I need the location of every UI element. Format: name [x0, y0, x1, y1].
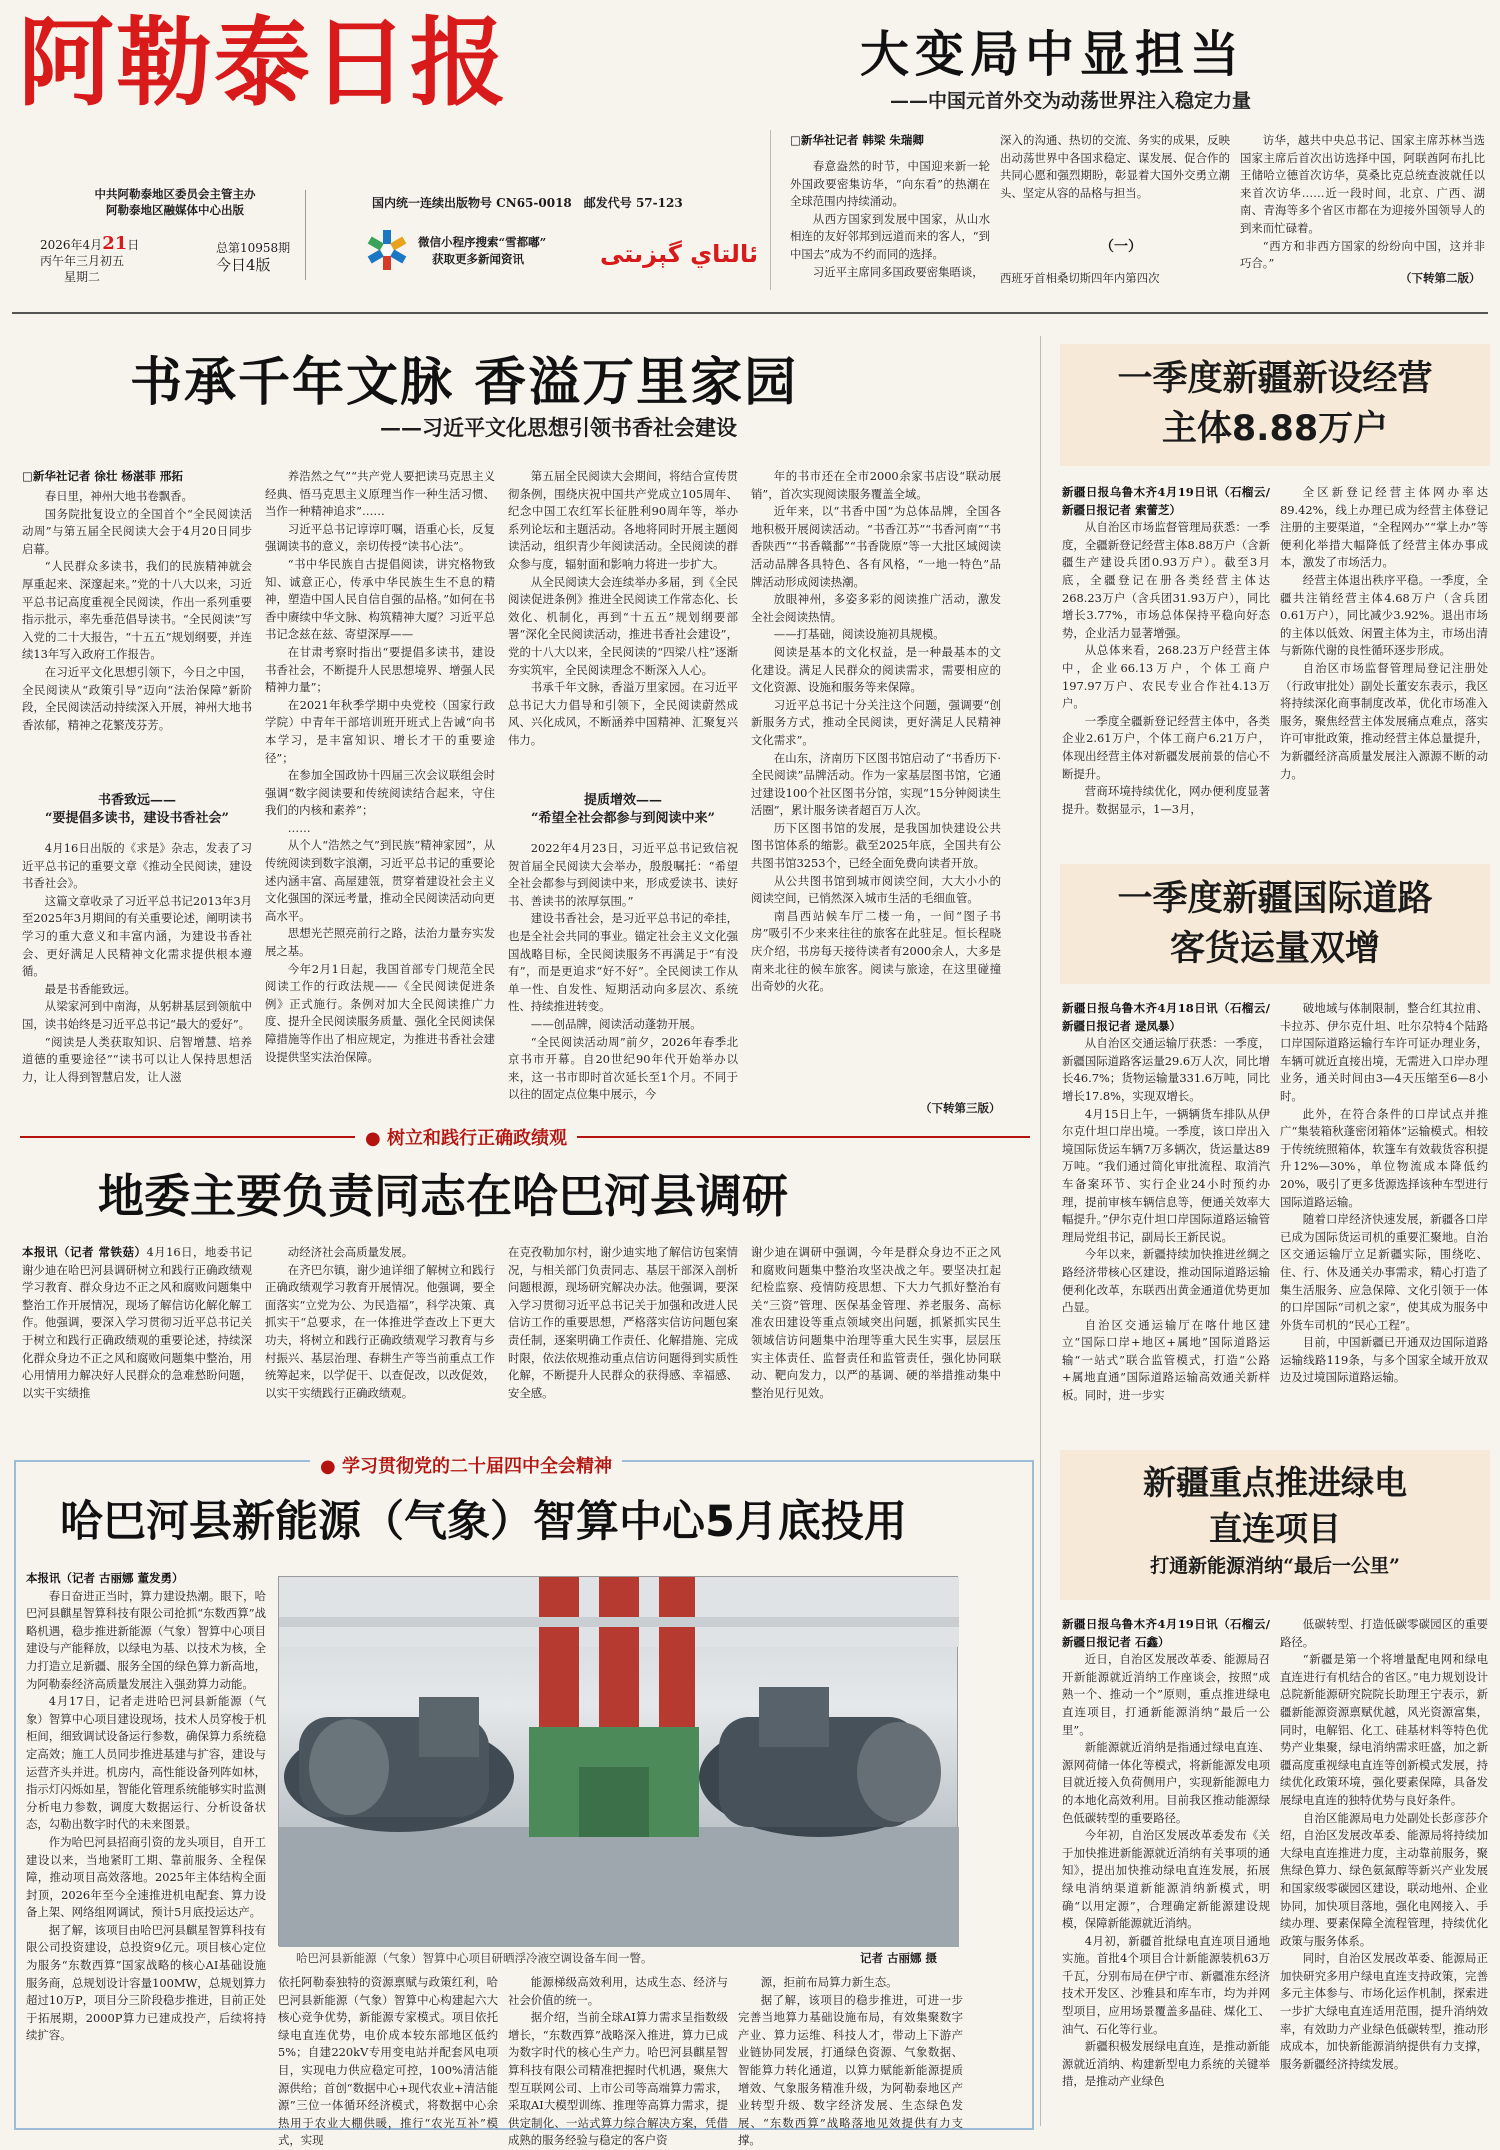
reading-col-4: 年的书市还在全市2000余家书店设“联动展销”，首次实现阅读服务覆盖全域。 近年来，以“书香中国”为总体品牌，全国各地积极开展阅读活动。“书香江苏”“书香河南”“书香陕西”“书香赣鄱”“书香陇原”等一大批区域阅读活动品牌各具特色、各有风格，“一地一特色”品牌活动形成阅读热潮。 放眼神州，多姿多彩的阅读推广活动，激发全社会阅读热情。 ——打基础，阅读设施初具规模。 阅读是基本的文化权益，是一种最基本的文化建设。满足人民群众的阅读需求，需要相应的文化资源、设施和服务等来保障。 习近平总书记十分关注这个问题，强调要“创新服务方式，推动全民阅读，更好满足人民精神文化需求”。 在山东，济南历下区图书馆启动了“书香历下·全民阅读”品牌活动。作为一家基层图书馆，它通过建设100个社区图书分馆，实现“15分钟阅读生活圈”，累计服务读者超百万人次。 历下区图书馆的发展，是我国加快建设公共图书馆体系的缩影。截至2025年底，全国共有公共图书馆3253个，已经全面免费向读者开放。 从公共图书馆到城市阅读空间，大大小小的阅读空间，已悄然深入城市生活的毛细血管。 南昌西站候车厅二楼一角，一间“图子书房”吸引不少来来往往的旅客在此驻足。恒长程晓庆介绍，书房每天接待读者有2000余人，大多是南来北往的候车旅客。阅读与旅途，在这里碰撞出奇妙的火花。 [751, 469, 1001, 994]
business-headline-box [1060, 344, 1490, 466]
power-subhead: 打通新能源消纳“最后一公里” [1150, 1555, 1400, 1577]
survey-col-1-text: 4月16日，地委书记谢少迪在哈巴河县调研树立和践行正确政绩观学习教育、群众身边不正之风和腐败问题集中整治工作开展情况，现场了解信访化解化解工作。他强调，要深入学习贯彻习近平总书记关于树立和践行正确政绩观的重要论述，持续深化群众身边不正之风和腐败问题集中整治，用心用情用力解决好人民群众的急难愁盼问题，以实干实绩推 [22, 1245, 252, 1400]
power-byline: 新疆日报乌鲁木齐4月19日讯（石榴云/新疆日报记者 石鑫） [1062, 1617, 1270, 1649]
business-col-2: 全区新登记经营主体网办率达89.42%，线上办理已成为经营主体登记注册的主要渠道，“全程网办”“掌上办”等便利化举措大幅降低了经营主体办事成本，激发了市场活力。 经营主体退出秩序平稳。一季度，全疆共注销经营主体4.68万户（含兵团0.61万户），同比减少3.92%。退出市场的主体以低效、闲置主体为主，市场出清与新陈代谢的良性循环逐步形成。 自治区市场监督管理局登记注册处（行政审批处）副处长董安东表示，我区将持续深化商事制度改革，优化市场准入服务，聚焦经营主体发展痛点难点，落实许可审批政策，推动经营主体总量提升，为新疆经济高质量发展注入源源不断的动力。 [1280, 485, 1488, 781]
date-day: 21 [102, 233, 128, 254]
top-story-col-3: 访华，越共中央总书记、国家主席苏林当选国家主席后首次出访选择中国，阿联酋阿布扎比王储哈立德首次访华，莫桑比克总统查波就任以来首次访华……近一段时间，北京、广西、湖南、青海等多个省区市都在为迎接外国领导人的到来而忙碌着。 “西方和非西方国家的纷纷向中国，这并非巧合。” [1240, 133, 1485, 271]
reading-col-3: 第五届全民阅读大会期间，将结合宣传贯彻条例，围绕庆祝中国共产党成立105周年、纪念中国工农红军长征胜利90周年等，举办系列论坛和主题活动。各地将同时开展主题阅读活动，组织青少年阅读活动。全民阅读的群众参与度，辐射面和影响力将进一步扩大。 从全民阅读大会连续举办多届，到《全民阅读促进条例》推进全民阅读工作常态化、长效化、机制化，再到“十五五”规划纲要部署“深化全民阅读活动，推进书香社会建设”，党的十八大以来，全民阅读的“四梁八柱”逐渐夯实筑牢，全民阅读理念不断深入人心。 书承千年文脉，香溢万里家园。在习近平总书记大力倡导和引领下，全民阅读蔚然成风、兴化成风，不断涵养中国精神、汇聚复兴伟力。 [508, 469, 738, 747]
power-headline-2: 直连项目 [1209, 1509, 1341, 1548]
survey-headline: 地委主要负责同志在哈巴河县调研 [98, 1169, 788, 1223]
freight-headline-box [1060, 864, 1490, 984]
freight-col-2: 破地域与体制限制，整合红其拉甫、卡拉苏、伊尔克什坦、吐尔尕特4个陆路口岸国际道路运输行车许可证办理业务，车辆可就近直接出境，无需进入口岸办理业务，通关时间由3—4天压缩至6—8小时。 此外，在符合条件的口岸试点并推广“集装箱秋蓬密闭箱体”运输模式。相较于传统统照箱体，软篷车有效载货容积提升12%—30%，单位物流成本降低约20%，吸引了更多货源选择该种车型进行国际道路运输。 随着口岸经济快速发展，新疆各口岸已成为国际货运司机的重要汇聚地。自治区交通运输厅立足新疆实际，围绕吃、住、行、休及通关办事需求，精心打造了集生活服务、应急保障、文化引领于一体的口岸国际“司机之家”，使其成为服务中外货车司机的“民心工程”。 目前，中国新疆已开通双边国际道路运输线路119条，与多个国家全域开放双边及过境国际道路运输。 [1280, 1001, 1488, 1385]
energy-byline: 本报讯（记者 古丽娜 董发勇） [26, 1571, 184, 1585]
reading-subhead-1-b: “要提倡多读书，建设书香社会” [45, 811, 229, 826]
top-story-section-mark: （一） [1100, 239, 1142, 255]
survey-col-2: 动经济社会高质量发展。 在齐巴尔镇，谢少迪详细了解树立和践行正确政绩观学习教育开展情况。他强调，要全面落实“立党为公、为民造福”，科学决策、真抓实干“总要求，在一体推进学查改上下更大功夫，将树立和践行正确政绩观学习教育与乡村振兴、基层治理、春耕生产等当前重点工作统筹起来，以学促干、以查促改，以改促效，以实干实绩践行正确政绩观。 [265, 1245, 495, 1400]
uyghur-title: ئالتاي گېزىتى [600, 240, 758, 268]
top-story-col-2: 深入的沟通、热切的交流、务实的成果，反映出动荡世界中各国求稳定、谋发展、促合作的共同心愿和强烈期盼，彰显着大国外交勇立潮头、坚定从容的品格与担当。 [1000, 133, 1230, 200]
reading-subhead-1 [22, 792, 252, 828]
freight-headline-1: 一季度新疆国际道路 [1117, 879, 1433, 919]
power-col-1-text: 近日，自治区发展改革委、能源局召开新能源就近消纳工作座谈会，按照“成熟一个、推动一个”原则，重点推进绿电直连项目，打通新能源消纳“最后一公里”。 新能源就近消纳是指通过绿电直连、源网荷储一体化等模式，将新能源发电项目就近接入负荷侧用户，实现新能源电力的本地化高效利用。目前我区推动能源绿色低碳转型的重要路径。 今年初，自治区发展改革委发布《关于加快推进新能源就近消纳有关事项的通知》，提出加快推动绿电直连发展，拓展绿电消纳渠道新能源消纳新模式，明确“以用定源”，合理确定新能源建设规模，保障新能源就近消纳。 4月初，新疆首批绿电直连项目通地实施。首批4个项目合计新能源装机63万千瓦，分别布局在伊宁市、新疆准东经济技术开发区、沙雅县和库车市，均为并网型项目，应用场景覆盖多晶硅、煤化工、油气、石化等行业。 新疆积极发展绿电直连，是推动新能源就近消纳、构建新型电力系统的关键举措，是推动产业绿色 [1062, 1652, 1270, 2089]
reading-col-1: 春日里，神州大地书卷飘香。 国务院批复设立的全国首个“全民阅读活动周”与第五届全民阅读大会于4月20日同步启幕。 “人民群众多读书，我们的民族精神就会厚重起来、深邃起来。”党的十八大以来，习近平总书记高度重视全民阅读，作出一系列重要指示批示，率先垂范倡导读书。“全民阅读”写入党的二十大报告，“十五五”规划纲要，并连续13年写入政府工作报告。 在习近平文化思想引领下，今日之中国，全民阅读从“政策引导”迈向“法治保障”新阶段，全民阅读活动持续深入开展，神州大地书香浓郁，精神之花繁茂芬芳。 [22, 489, 252, 732]
power-col-2: 低碳转型、打造低碳零碳园区的重要路径。 “新疆是第一个将增量配电网和绿电直连进行有机结合的省区。”电力规划设计总院新能源研究院院长助理王宁表示，新疆新能源资源禀赋优越，风光资源富集，同时，电解铝、化工、硅基材料等特色优势产业集聚，绿电消纳需求旺盛，加之新疆高度重视绿电直连等创新模式发展，持续优化政策环境，强化要素保障，具备发展绿电直连的独特优势与良好条件。 自治区能源局电力处副处长彭彦莎介绍，自治区发展改革委、能源局将持续加大绿电直连推进力度，主动靠前服务，聚焦绿色算力、绿色氨氮醇等新兴产业发展和国家级零碳园区建设，联动地州、企业协同，加快项目落地，强化电网接入、手续办理、要素保障全流程管理，持续优化政策与服务体系。 同时，自治区发展改革委、能源局正加快研究多用户绿电直连支持政策，完善多元主体参与、市场化运作机制，探索进一步扩大绿电直连适用范围，提升消纳效率，有效助力产业绿色低碳转型，推动形成成本，加快新能源消纳提供有力支撑，服务新疆经济持续发展。 [1280, 1617, 1488, 2071]
issue-block [216, 240, 290, 274]
power-col-1 [1062, 1616, 1270, 2130]
wechat-line-1: 微信小程序搜索“雪都嘟” [418, 235, 547, 249]
top-story-jump: （下转第二版） [1400, 271, 1481, 285]
page-count: 今日4版 [216, 256, 271, 274]
survey-col-4: 谢少迪在调研中强调，今年是群众身边不正之风和腐败问题集中整治攻坚决战之年。要坚决扛起纪检监察、疫情防疫思想、下大力气抓好整治有关“三资”管理、医保基金管理、养老服务、高标准农田建设等重点领域突出问题，抓紧抓实民生领域信访问题集中治理等重大民生实事，层层压实主体责任、监督责任和监管责任，强化协同联动、靶向发力，以严的基调、硬的举措推动集中整治见行见效。 [751, 1245, 1001, 1400]
reading-subhead-1-a: 书香致远—— [97, 793, 176, 808]
energy-tag-text: 学习贯彻党的二十届四中全会精神 [341, 1456, 612, 1477]
energy-headline: 哈巴河县新能源（气象）智算中心5月底投用 [60, 1497, 907, 1547]
energy-col-1-text: 春日奋进正当时，算力建设热潮。眼下，哈巴河县麒星智算科技有限公司抢抓“东数西算”战略机遇，稳步推进新能源（气象）智算中心项目建设与产能释放，以绿电为基、以技术为核，全力打造立足新疆、服务全国的绿色算力新高地，为阿勒泰经济高质量发展注入强劲算力动能。 4月17日，记者走进哈巴河县新能源（气象）智算中心项目建设现场，技术人员穿梭于机柜间，细致调试设备运行参数，确保算力系统稳定高效；施工人员同步推进基建与扩容，建设与运营齐头并进。机房内，高性能设备列阵如林，指示灯闪烁如星，智能化管理系统能够实时监测分析电力参数，调度大数据运行、分析设备状态，勾勒出数字时代的未来图景。 作为哈巴河县招商引资的龙头项目，自开工建设以来，当地紧盯工期、靠前服务、全程保障，推动项目高效落地。2025年主体结构全面封顶，2026年至今全速推进机电配套、算力设备上架、网络组网调试，预计5月底投运达产。 据了解，该项目由哈巴河县麒星智算科技有限公司投资建设，总投资9亿元。项目核心定位为服务“东数西算”国家战略的核心AI基础设施服务商，总规划设计容量100MW，总规划算力超过10万P，项目分三阶段稳步推进，目前正处于拓展期，2000P算力已建成投产，后续将持续扩容。 [26, 1588, 266, 2043]
freight-col-1-text: 从自治区交通运输厅获悉：一季度，新疆国际道路客运量29.6万人次，同比增长46.7%；货物运输量331.6万吨，同比增长17.8%，实现双增长。 4月15日上午，一辆辆货车排队从伊尔克什坦口岸出境。一季度，该口岸出入境国际货运车辆7万多辆次，货运量达89万吨。“我们通过简化审批流程、取消汽车备案环节、实行企业24小时预约办理，提前审核车辆信息等，便通关效率大幅提升。”伊尔克什坦口岸国际道路运输管理局党组书记，副局长王新民说。 今年以来，新疆持续加快推进丝绸之路经济带核心区建设，推动国际道路运输便利化改革，东联西出黄金通道优势更加凸显。 自治区交通运输厅在喀什地区建立“国际口岸+地区+属地”国际道路运输“一站式”联合监管模式，打造“公路+属地直通”国际道路运输高效通关新样板。同时，进一步实 [1062, 1036, 1270, 1403]
reading-story-headline: 书承千年文脉 香溢万里家园 [130, 353, 799, 413]
power-headline-box [1060, 1450, 1490, 1600]
publication-number: 国内统一连续出版物号 CN65-0018 邮发代号 57-123 [372, 196, 683, 210]
wechat-promo [418, 234, 546, 268]
sponsor-info [60, 186, 290, 218]
reading-col-1-b: 4月16日出版的《求是》杂志，发表了习近平总书记的重要文章《推动全民阅读，建设书香社会》。 这篇文章收录了习近平总书记2013年3月至2025年3月期间的有关重要论述，阐明读书学习的重大意义和丰富内涵，为建设书香社会、更好满足人民精神文化需求提供根本遵循。 最是书香能致远。 从梁家河到中南海，从躬耕基层到领航中国，读书始终是习近平总书记“最大的爱好”。 “阅读是人类获取知识、启智增慧、培养道德的重要途径”“读书可以让人保持思想活力，让人得到智慧启发，让人滋 [22, 841, 252, 1084]
reading-col-2: 养浩然之气”“共产党人要把读马克思主义经典、悟马克思主义原理当作一种生活习惯、当作一种精神追求”…… 习近平总书记谆谆叮嘱，语重心长，反复强调读书的意义，亲切传授“读书心法”。 “书中华民族自古提倡阅读，讲究格物致知、诚意正心，传承中华民族生生不息的精神，塑造中国人民自信自强的品格。”如何在书香中赓续中华文脉、构筑精神大厦？习近平总书记念兹在兹、寄望深厚—— 在甘肃考察时指出“要提倡多读书，建设书香社会，不断提升人民思想境界、增强人民精神力量”； 在2021年秋季学期中央党校（国家行政学院）中青年干部培训班开班式上告诫“向书本学习，是丰富知识、增长才干的重要途径”； 在参加全国政协十四届三次会议联组会时强调“数字阅读要和传统阅读结合起来，守住我们的内核和素养”； …… 从个人“浩然之气”到民族“精神家园”，从传统阅读到数字浪潮，习近平总书记的重要论述内涵丰富、高屋建瓴，贯穿着建设社会主义文化强国的深远考量，推动全民阅读活动向更高水平。 思想光芒照亮前行之路，法治力量夯实发展之基。 今年2月1日起，我国首部专门规范全民阅读工作的行政法规——《全民阅读促进条例》正式施行。条例对加大全民阅读推广力度、提升全民阅读服务质量、强化全民阅读保障措施等作出了相应规定，为推进书香社会建设提供坚实法治保障。 [265, 469, 495, 1064]
top-story-col-2-end: 西班牙首相桑切斯四年内第四次 [1000, 271, 1160, 285]
survey-byline: 本报讯（记者 常铁菇） [22, 1245, 147, 1259]
survey-col-1 [22, 1244, 252, 1450]
business-col-1 [1062, 484, 1270, 824]
power-headline-1: 新疆重点推进绿电 [1143, 1463, 1407, 1502]
energy-col-3: 能源梯级高效利用，达成生态、经济与社会价值的统一。 据介绍，当前全球AI算力需求呈指数级增长，“东数西算”战略深入推进，算力已成为数字时代的核心生产力。哈巴河县麒星智算科技有限公司精准把握时代机遇，聚焦大型互联网公司、上市公司等高端算力需求，采取AI大模型训练、推理等高算力需求，提供定制化、一站式算力综合解决方案，凭借成熟的服务经验与稳定的客户资 [508, 1975, 728, 2148]
top-story-headline: 大变局中显担当 [860, 26, 1246, 83]
wechat-line-2: 获取更多新闻资讯 [432, 252, 524, 266]
reading-story-subhead: ——习近平文化思想引领书香社会建设 [380, 415, 737, 440]
business-headline-1: 一季度新疆新设经营 [1117, 359, 1433, 399]
masthead-title: 阿勒泰日报 [18, 6, 508, 119]
chiller-equipment-illustration [279, 1577, 959, 1947]
photo-credit: 记者 古丽娜 摄 [860, 1951, 938, 1965]
top-story-byline: □新华社记者 韩梁 朱瑞卿 [790, 133, 924, 147]
sponsor-line-1: 中共阿勒泰地区委员会主管主办 [94, 187, 256, 201]
sponsor-line-2: 阿勒泰地区融媒体中心出版 [106, 203, 244, 217]
energy-col-2: 依托阿勒泰独特的资源禀赋与政策红利，哈巴河县新能源（气象）智算中心构建起六大核心竞争优势，新能源专家模式。项目依托绿电直连优势，电价成本较东部地区低约5%；自建220kV专用变电站并配套风电项目，实现电力供应稳定可控，100%清洁能源供给；首创“数据中心+现代农业+清洁能源”三位一体循环经济模式，将数据中心余热用于农业大棚供暖，推行“农光互补”模式，实现 [278, 1975, 498, 2148]
freight-headline-2: 客货运量双增 [1169, 929, 1380, 969]
weekday: 星期二 [64, 270, 101, 284]
freight-col-1 [1062, 1000, 1270, 1420]
top-story-subhead: ——中国元首外交为动荡世界注入稳定力量 [890, 90, 1252, 112]
energy-col-1 [26, 1570, 266, 2120]
business-col-1-text: 从自治区市场监督管理局获悉：一季度，全疆新登记经营主体8.88万户（含新疆生产建设兵团0.93万户）。截至3月底，全疆登记在册各类经营主体达268.23万户（含兵团31.93万户），同比增长3.77%，市场总体保持平稳向好态势，企业活力显著增强。 从总体来看，268.23万户经营主体中，企业66.13万户，个体工商户197.97万户、农民专业合作社4.13万户。 一季度全疆新登记经营主体中，各类企业2.61万户，个体工商户6.21万户，体现出经营主体对新疆发展前景的信心不断提升。 营商环境持续优化，网办便利度显著提升。数据显示，1—3月， [1062, 520, 1270, 816]
lunar-date: 丙午年三月初五 [40, 254, 125, 268]
snowflake-logo-icon [365, 228, 409, 272]
energy-tag: ● 学习贯彻党的二十届四中全会精神 [310, 1452, 622, 1478]
survey-tag: ● 树立和践行正确政绩观 [355, 1124, 577, 1150]
top-story-col-1: 春意盎然的时节，中国迎来新一轮外国政要密集访华，“向东看”的热潮在全球范围内持续涌动。 从西方国家到发展中国家，从山水相连的友好邻邦到远道而来的客人，“到中国去”成为不约而同的选择。 习近平主席同多国政要密集晤谈， [790, 159, 990, 279]
energy-col-4: 源，拒前布局算力新生态。 据了解，该项目的稳步推进，可进一步完善当地算力基础设施布局，有效集聚数字产业、算力运维、科技人才，带动上下游产业链协同发展，打通绿色资源、气象数据、智能算力转化通道，以算力赋能新能源提质增效、气象服务精准升级，为阿勒泰地区产业转型升级、数字经济发展、生态绿色发展、“东数西算”战略落地见效提供有力支撑。 [738, 1975, 963, 2148]
reading-jump: （下转第三版） [920, 1101, 1001, 1115]
reading-subhead-2-b: “希望全社会都参与到阅读中来” [531, 811, 715, 826]
date-suffix: 日 [127, 238, 140, 252]
date-block [40, 233, 140, 285]
business-headline-2: 主体8.88万户 [1161, 409, 1389, 449]
datacenter-photo [278, 1576, 958, 1946]
survey-col-3: 在克孜勒加尔村，谢少迪实地了解信访包案情况，与相关部门负责同志、基层干部深入剖析问题根源，现场研究解决办法。他强调，要深入学习贯彻习近平总书记关于加强和改进人民信访工作的重要思想，严格落实信访问题包案责任制，逐案明确工作责任、化解措施、完成时限，依法依规推动重点信访问题得到实质性化解，不断提升人民群众的获得感、幸福感、安全感。 [508, 1245, 738, 1400]
issue-number: 总第10958期 [216, 241, 291, 255]
reading-story-byline: □新华社记者 徐壮 杨湛菲 邢拓 [22, 469, 183, 483]
photo-caption: 哈巴河县新能源（气象）智算中心项目研晒浮冷液空调设备车间一瞥。 [296, 1951, 653, 1965]
reading-subhead-2 [508, 792, 738, 828]
reading-col-3-b: 2022年4月23日，习近平总书记致信祝贺首届全民阅读大会举办，殷殷嘱托：“希望全社会都参与到阅读中来，形成爱读书、读好书、善读书的浓厚氛围。” 建设书香社会，是习近平总书记的牵挂，也是全社会共同的事业。锚定社会主义文化强国战略目标，全民阅读服务不再满足于“有没有”，而是更追求“好不好”。全民阅读工作从单一性、自发性、短期活动向多层次、系统性、持续推进转变。 ——创品牌，阅读活动蓬勃开展。 “全民阅读活动周”前夕，2026年春季北京书市开幕。自20世纪90年代开始举办以来，这一书市即时首次延长至1个月。不同于以往的固定点位集中展示，今 [508, 841, 738, 1102]
survey-tag-text: 树立和践行正确政绩观 [386, 1128, 567, 1149]
date-line: 2026年4月 [40, 238, 103, 252]
business-byline: 新疆日报乌鲁木齐4月19日讯（石榴云/新疆日报记者 索蕾芝） [1062, 485, 1270, 517]
freight-byline: 新疆日报乌鲁木齐4月18日讯（石榴云/新疆日报记者 逯凤暴） [1062, 1001, 1270, 1033]
reading-subhead-2-a: 提质增效—— [583, 793, 662, 808]
